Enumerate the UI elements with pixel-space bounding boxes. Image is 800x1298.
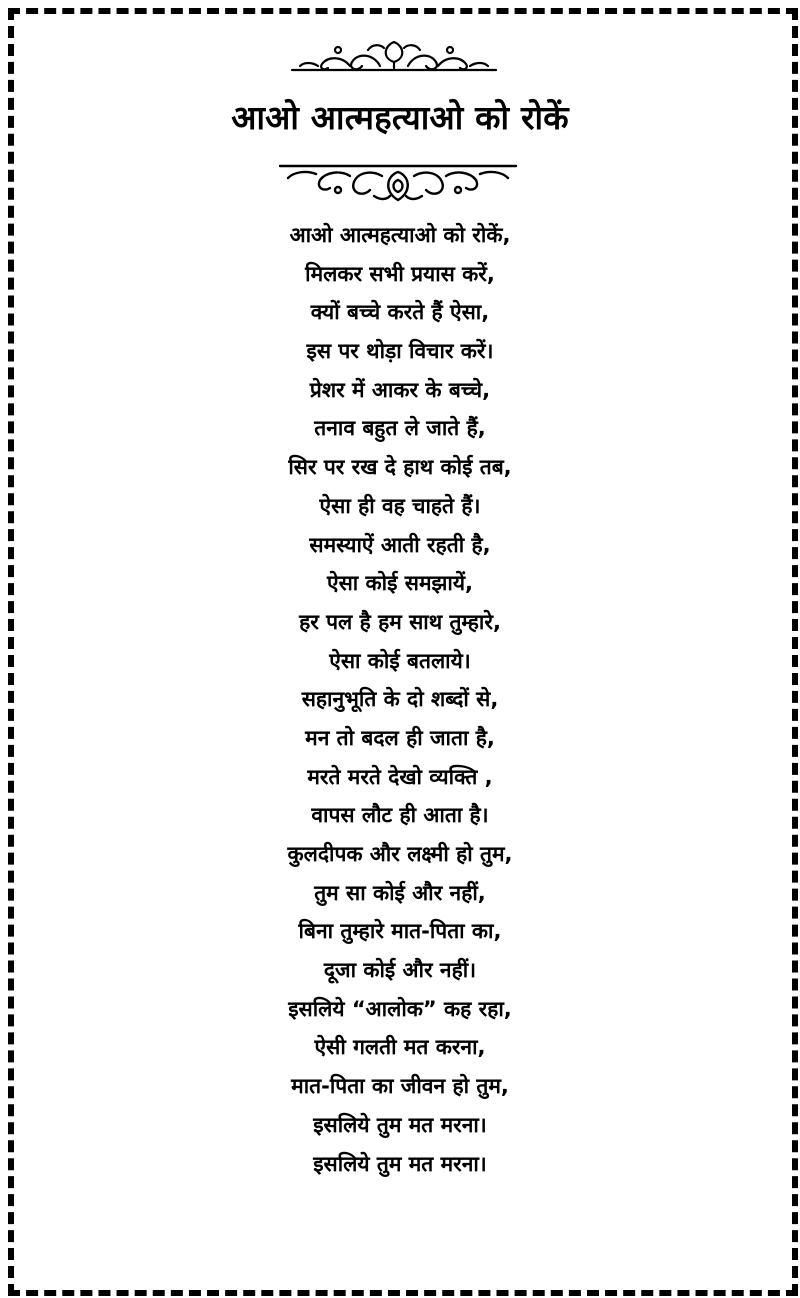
flourish-divider-bottom-icon bbox=[276, 160, 520, 206]
poem-line: सहानुभूति के दो शब्दों से, bbox=[301, 687, 499, 712]
poem-line: वापस लौट ही आता है। bbox=[311, 803, 489, 828]
poem-line: मात-पिता का जीवन हो तुम, bbox=[291, 1074, 509, 1099]
poem-line: बिना तुम्हारे मात-पिता का, bbox=[298, 919, 502, 944]
poem-title: आओ आत्महत्याओ को रोकें bbox=[231, 98, 569, 137]
flourish-divider-top-icon bbox=[288, 36, 500, 76]
poem-body bbox=[0, 216, 800, 1183]
poem-line: ऐसी गलती मत करना, bbox=[314, 1035, 486, 1060]
poem-line: आओ आत्महत्याओ को रोकें, bbox=[289, 223, 511, 247]
poem-line: ऐसा कोई समझायें, bbox=[327, 571, 473, 596]
poem-line: तनाव बहुत ले जाते हैं, bbox=[314, 416, 486, 441]
poem-line: समस्याऐं आती रहती है, bbox=[309, 532, 491, 557]
poem-line: इस पर थोड़ा विचार करें। bbox=[306, 339, 494, 364]
poem-line: इसलिये तुम मत मरना। bbox=[313, 1151, 487, 1176]
poem-line: इसलिये “आलोक” कह रहा, bbox=[288, 996, 512, 1021]
poem-line: मरते मरते देखो व्यक्ति , bbox=[307, 764, 493, 789]
poem-line: ऐसा कोई बतलाये। bbox=[329, 648, 471, 673]
poem-line: सिर पर रख दे हाथ कोई तब, bbox=[288, 455, 512, 480]
poem-line: तुम सा कोई और नहीं, bbox=[314, 880, 486, 905]
poem-line: प्रेशर में आकर के बच्चे, bbox=[309, 377, 491, 402]
poem-line: मिलकर सभी प्रयास करें, bbox=[305, 261, 495, 286]
poem-line: हर पल है हम साथ तुम्हारे, bbox=[299, 609, 501, 634]
poem-line: ऐसा ही वह चाहते हैं। bbox=[319, 493, 481, 518]
poem-line: इसलिये तुम मत मरना। bbox=[313, 1112, 487, 1137]
poem-line: क्यों बच्चे करते हैं ऐसा, bbox=[310, 300, 490, 325]
poem-line: दूजा कोई और नहीं। bbox=[323, 958, 477, 983]
poem-line: कुलदीपक और लक्ष्मी हो तुम, bbox=[287, 842, 513, 866]
poem-line: मन तो बदल ही जाता है, bbox=[305, 725, 495, 750]
